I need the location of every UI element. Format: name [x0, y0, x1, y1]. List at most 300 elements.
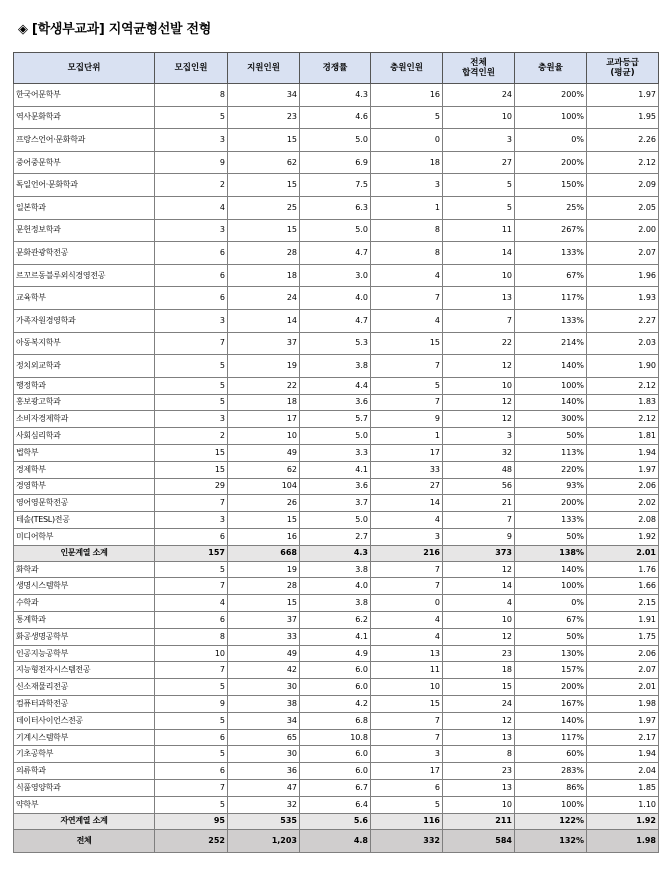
cell-additional: 7 — [371, 394, 443, 411]
table-row — [14, 780, 659, 797]
cell-total-admitted: 211 — [443, 813, 515, 829]
cell-additional-rate: 67% — [515, 264, 587, 287]
cell-total-admitted: 7 — [443, 512, 515, 529]
cell-additional-rate: 220% — [515, 461, 587, 478]
cell-applicants: 16 — [228, 528, 300, 545]
table-row — [14, 679, 659, 696]
cell-quota: 6 — [155, 763, 228, 780]
cell-total-admitted: 21 — [443, 495, 515, 512]
cell-grade-avg: 1.75 — [587, 628, 659, 645]
cell-additional-rate: 0% — [515, 595, 587, 612]
cell-grade-avg: 2.05 — [587, 196, 659, 219]
cell-total-admitted: 10 — [443, 377, 515, 394]
cell-competition: 6.3 — [300, 196, 371, 219]
cell-grade-avg: 2.02 — [587, 495, 659, 512]
cell-applicants: 24 — [228, 287, 300, 310]
cell-quota: 3 — [155, 129, 228, 152]
cell-grade-avg: 2.03 — [587, 332, 659, 355]
cell-quota: 6 — [155, 264, 228, 287]
cell-grade-avg: 1.83 — [587, 394, 659, 411]
cell-unit-name: 행정학과 — [14, 377, 155, 394]
cell-grade-avg: 1.66 — [587, 578, 659, 595]
cell-unit-name: 독일언어·문화학과 — [14, 174, 155, 197]
cell-competition: 3.8 — [300, 355, 371, 378]
cell-additional: 7 — [371, 578, 443, 595]
cell-additional-rate: 117% — [515, 729, 587, 746]
cell-competition: 7.5 — [300, 174, 371, 197]
cell-total-admitted: 12 — [443, 561, 515, 578]
table-row — [14, 428, 659, 445]
cell-additional-rate: 130% — [515, 645, 587, 662]
cell-additional: 216 — [371, 545, 443, 561]
table-row — [14, 309, 659, 332]
cell-additional-rate: 60% — [515, 746, 587, 763]
cell-total-admitted: 12 — [443, 628, 515, 645]
cell-additional: 116 — [371, 813, 443, 829]
header-unit: 모집단위 — [14, 53, 155, 84]
cell-applicants: 38 — [228, 696, 300, 713]
cell-additional-rate: 200% — [515, 679, 587, 696]
cell-additional-rate: 140% — [515, 394, 587, 411]
table-row — [14, 287, 659, 310]
cell-grade-avg: 2.15 — [587, 595, 659, 612]
cell-total-admitted: 11 — [443, 219, 515, 242]
cell-quota: 6 — [155, 287, 228, 310]
cell-additional: 7 — [371, 561, 443, 578]
cell-competition: 6.0 — [300, 763, 371, 780]
cell-total-admitted: 3 — [443, 129, 515, 152]
cell-additional: 8 — [371, 219, 443, 242]
cell-quota: 7 — [155, 780, 228, 797]
cell-additional-rate: 133% — [515, 309, 587, 332]
cell-total-admitted: 22 — [443, 332, 515, 355]
table-row — [14, 763, 659, 780]
cell-total-admitted: 373 — [443, 545, 515, 561]
cell-unit-name: 식품영양학과 — [14, 780, 155, 797]
subtotal-row — [14, 545, 659, 561]
cell-additional-rate: 133% — [515, 512, 587, 529]
table-row — [14, 377, 659, 394]
cell-quota: 4 — [155, 595, 228, 612]
cell-unit-name: 경영학부 — [14, 478, 155, 495]
cell-competition: 6.0 — [300, 679, 371, 696]
cell-unit-name: 신소재물리전공 — [14, 679, 155, 696]
table-row — [14, 196, 659, 219]
cell-quota: 7 — [155, 332, 228, 355]
header-applicants: 지원인원 — [228, 53, 300, 84]
cell-quota: 9 — [155, 696, 228, 713]
cell-applicants: 32 — [228, 796, 300, 813]
cell-grade-avg: 1.91 — [587, 612, 659, 629]
cell-additional-rate: 133% — [515, 242, 587, 265]
table-row — [14, 696, 659, 713]
cell-quota: 3 — [155, 219, 228, 242]
cell-total-admitted: 15 — [443, 679, 515, 696]
cell-total-admitted: 8 — [443, 746, 515, 763]
cell-total-admitted: 12 — [443, 355, 515, 378]
cell-grade-avg: 1.93 — [587, 287, 659, 310]
cell-total-admitted: 14 — [443, 578, 515, 595]
cell-additional: 0 — [371, 129, 443, 152]
cell-quota: 6 — [155, 242, 228, 265]
cell-competition: 6.9 — [300, 151, 371, 174]
cell-unit-name: 르꼬르동블루외식경영전공 — [14, 264, 155, 287]
cell-quota: 5 — [155, 712, 228, 729]
cell-applicants: 1,203 — [228, 829, 300, 852]
table-body — [14, 84, 659, 853]
cell-additional-rate: 50% — [515, 528, 587, 545]
cell-applicants: 30 — [228, 746, 300, 763]
cell-competition: 10.8 — [300, 729, 371, 746]
cell-quota: 15 — [155, 461, 228, 478]
cell-additional-rate: 117% — [515, 287, 587, 310]
cell-competition: 6.8 — [300, 712, 371, 729]
cell-quota: 4 — [155, 196, 228, 219]
cell-additional: 5 — [371, 377, 443, 394]
table-row — [14, 478, 659, 495]
cell-additional: 17 — [371, 763, 443, 780]
cell-additional-rate: 25% — [515, 196, 587, 219]
cell-additional: 7 — [371, 712, 443, 729]
cell-quota: 95 — [155, 813, 228, 829]
cell-applicants: 15 — [228, 129, 300, 152]
admission-table — [13, 52, 659, 853]
cell-total-admitted: 56 — [443, 478, 515, 495]
cell-competition: 4.1 — [300, 628, 371, 645]
cell-applicants: 34 — [228, 84, 300, 107]
cell-unit-name: 정치외교학과 — [14, 355, 155, 378]
cell-applicants: 19 — [228, 561, 300, 578]
table-row — [14, 645, 659, 662]
cell-additional-rate: 67% — [515, 612, 587, 629]
cell-total-admitted: 10 — [443, 796, 515, 813]
cell-applicants: 18 — [228, 394, 300, 411]
cell-unit-name: 생명시스템학부 — [14, 578, 155, 595]
cell-unit-name: 역사문화학과 — [14, 106, 155, 129]
cell-quota: 8 — [155, 84, 228, 107]
cell-competition: 6.2 — [300, 612, 371, 629]
cell-competition: 4.8 — [300, 829, 371, 852]
cell-total-admitted: 13 — [443, 287, 515, 310]
cell-additional-rate: 113% — [515, 444, 587, 461]
cell-grade-avg: 2.07 — [587, 242, 659, 265]
cell-additional: 1 — [371, 196, 443, 219]
cell-total-admitted: 27 — [443, 151, 515, 174]
cell-competition: 4.6 — [300, 106, 371, 129]
cell-quota: 5 — [155, 106, 228, 129]
cell-competition: 3.7 — [300, 495, 371, 512]
cell-grade-avg: 2.12 — [587, 377, 659, 394]
cell-quota: 3 — [155, 512, 228, 529]
cell-total-admitted: 24 — [443, 696, 515, 713]
cell-additional: 11 — [371, 662, 443, 679]
cell-additional: 15 — [371, 696, 443, 713]
cell-quota: 8 — [155, 628, 228, 645]
cell-applicants: 104 — [228, 478, 300, 495]
cell-additional-rate: 200% — [515, 495, 587, 512]
table-row — [14, 561, 659, 578]
cell-applicants: 18 — [228, 264, 300, 287]
cell-unit-name: 문화관광학전공 — [14, 242, 155, 265]
cell-grade-avg: 1.94 — [587, 444, 659, 461]
cell-additional: 6 — [371, 780, 443, 797]
cell-additional: 4 — [371, 512, 443, 529]
cell-grade-avg: 2.17 — [587, 729, 659, 746]
table-header-row — [14, 53, 659, 84]
cell-total-admitted: 24 — [443, 84, 515, 107]
cell-grade-avg: 2.26 — [587, 129, 659, 152]
table-row — [14, 612, 659, 629]
cell-additional-rate: 100% — [515, 796, 587, 813]
table-row — [14, 394, 659, 411]
cell-applicants: 49 — [228, 444, 300, 461]
cell-total-admitted: 4 — [443, 595, 515, 612]
cell-additional-rate: 200% — [515, 151, 587, 174]
cell-competition: 6.0 — [300, 746, 371, 763]
cell-applicants: 34 — [228, 712, 300, 729]
cell-additional-rate: 132% — [515, 829, 587, 852]
cell-additional-rate: 300% — [515, 411, 587, 428]
cell-quota: 7 — [155, 578, 228, 595]
cell-quota: 6 — [155, 729, 228, 746]
cell-grade-avg: 1.92 — [587, 813, 659, 829]
table-row — [14, 595, 659, 612]
cell-applicants: 62 — [228, 461, 300, 478]
table-row — [14, 495, 659, 512]
cell-competition: 3.6 — [300, 478, 371, 495]
cell-unit-name: 테솔(TESL)전공 — [14, 512, 155, 529]
cell-competition: 5.0 — [300, 129, 371, 152]
cell-total-admitted: 5 — [443, 174, 515, 197]
cell-unit-name: 컴퓨터과학전공 — [14, 696, 155, 713]
cell-applicants: 10 — [228, 428, 300, 445]
cell-additional: 4 — [371, 264, 443, 287]
table-row — [14, 151, 659, 174]
table-row — [14, 411, 659, 428]
cell-quota: 29 — [155, 478, 228, 495]
cell-grade-avg: 1.94 — [587, 746, 659, 763]
cell-applicants: 23 — [228, 106, 300, 129]
cell-total-admitted: 23 — [443, 645, 515, 662]
cell-additional: 332 — [371, 829, 443, 852]
table-row — [14, 332, 659, 355]
cell-total-admitted: 10 — [443, 612, 515, 629]
cell-additional: 3 — [371, 174, 443, 197]
cell-applicants: 62 — [228, 151, 300, 174]
table-row — [14, 461, 659, 478]
cell-additional-rate: 267% — [515, 219, 587, 242]
table-row — [14, 512, 659, 529]
table-row — [14, 242, 659, 265]
cell-unit-name: 인문계열 소계 — [14, 545, 155, 561]
cell-additional: 15 — [371, 332, 443, 355]
cell-quota: 6 — [155, 612, 228, 629]
cell-quota: 5 — [155, 679, 228, 696]
cell-applicants: 65 — [228, 729, 300, 746]
cell-additional: 8 — [371, 242, 443, 265]
cell-quota: 6 — [155, 528, 228, 545]
cell-grade-avg: 1.81 — [587, 428, 659, 445]
cell-unit-name: 교육학부 — [14, 287, 155, 310]
cell-additional-rate: 86% — [515, 780, 587, 797]
cell-total-admitted: 5 — [443, 196, 515, 219]
cell-unit-name: 전체 — [14, 829, 155, 852]
cell-grade-avg: 2.09 — [587, 174, 659, 197]
cell-additional: 27 — [371, 478, 443, 495]
cell-quota: 2 — [155, 428, 228, 445]
cell-competition: 3.8 — [300, 561, 371, 578]
cell-applicants: 47 — [228, 780, 300, 797]
cell-applicants: 42 — [228, 662, 300, 679]
cell-quota: 7 — [155, 662, 228, 679]
cell-unit-name: 의류학과 — [14, 763, 155, 780]
page-title: ◈ [학생부교과] 지역균형선발 전형 — [18, 22, 212, 37]
cell-unit-name: 소비자경제학과 — [14, 411, 155, 428]
cell-grade-avg: 2.04 — [587, 763, 659, 780]
cell-total-admitted: 18 — [443, 662, 515, 679]
header-additional-rate: 충원율 — [515, 53, 587, 84]
cell-applicants: 37 — [228, 612, 300, 629]
cell-unit-name: 수학과 — [14, 595, 155, 612]
cell-unit-name: 영어영문학전공 — [14, 495, 155, 512]
cell-quota: 252 — [155, 829, 228, 852]
cell-applicants: 15 — [228, 219, 300, 242]
table-row — [14, 106, 659, 129]
cell-competition: 4.3 — [300, 84, 371, 107]
cell-unit-name: 화학과 — [14, 561, 155, 578]
cell-additional: 10 — [371, 679, 443, 696]
cell-quota: 5 — [155, 355, 228, 378]
cell-total-admitted: 13 — [443, 780, 515, 797]
cell-total-admitted: 12 — [443, 712, 515, 729]
cell-additional: 3 — [371, 528, 443, 545]
table-row — [14, 578, 659, 595]
cell-grade-avg: 2.01 — [587, 545, 659, 561]
cell-applicants: 22 — [228, 377, 300, 394]
cell-competition: 4.0 — [300, 578, 371, 595]
cell-total-admitted: 3 — [443, 428, 515, 445]
cell-competition: 4.7 — [300, 242, 371, 265]
cell-applicants: 28 — [228, 242, 300, 265]
cell-unit-name: 사회심리학과 — [14, 428, 155, 445]
table-row — [14, 729, 659, 746]
cell-additional: 7 — [371, 355, 443, 378]
header-grade-avg: 교과등급 (평균) — [587, 53, 659, 84]
cell-total-admitted: 14 — [443, 242, 515, 265]
cell-unit-name: 지능형전자시스템전공 — [14, 662, 155, 679]
cell-competition: 4.1 — [300, 461, 371, 478]
cell-quota: 5 — [155, 394, 228, 411]
cell-quota: 15 — [155, 444, 228, 461]
cell-quota: 9 — [155, 151, 228, 174]
cell-additional: 4 — [371, 612, 443, 629]
cell-quota: 7 — [155, 495, 228, 512]
cell-unit-name: 문헌정보학과 — [14, 219, 155, 242]
cell-additional-rate: 122% — [515, 813, 587, 829]
table-row — [14, 746, 659, 763]
cell-unit-name: 데이터사이언스전공 — [14, 712, 155, 729]
cell-competition: 5.6 — [300, 813, 371, 829]
cell-grade-avg: 2.12 — [587, 411, 659, 428]
cell-unit-name: 홍보광고학과 — [14, 394, 155, 411]
cell-quota: 3 — [155, 309, 228, 332]
cell-applicants: 25 — [228, 196, 300, 219]
cell-additional-rate: 140% — [515, 355, 587, 378]
table-row — [14, 219, 659, 242]
cell-additional-rate: 0% — [515, 129, 587, 152]
cell-additional-rate: 100% — [515, 377, 587, 394]
cell-quota: 5 — [155, 796, 228, 813]
cell-applicants: 15 — [228, 595, 300, 612]
cell-grade-avg: 1.85 — [587, 780, 659, 797]
cell-competition: 4.7 — [300, 309, 371, 332]
cell-additional: 5 — [371, 106, 443, 129]
cell-unit-name: 프랑스언어·문화학과 — [14, 129, 155, 152]
cell-additional: 7 — [371, 729, 443, 746]
cell-additional: 18 — [371, 151, 443, 174]
table-row — [14, 628, 659, 645]
cell-applicants: 668 — [228, 545, 300, 561]
cell-additional-rate: 50% — [515, 428, 587, 445]
cell-additional-rate: 100% — [515, 578, 587, 595]
cell-unit-name: 법학부 — [14, 444, 155, 461]
cell-quota: 2 — [155, 174, 228, 197]
cell-applicants: 535 — [228, 813, 300, 829]
cell-competition: 5.3 — [300, 332, 371, 355]
cell-total-admitted: 7 — [443, 309, 515, 332]
cell-additional: 4 — [371, 628, 443, 645]
cell-competition: 5.0 — [300, 219, 371, 242]
table-row — [14, 129, 659, 152]
cell-total-admitted: 10 — [443, 264, 515, 287]
cell-additional: 16 — [371, 84, 443, 107]
cell-additional: 5 — [371, 796, 443, 813]
table-row — [14, 264, 659, 287]
cell-additional-rate: 100% — [515, 106, 587, 129]
cell-additional-rate: 157% — [515, 662, 587, 679]
cell-total-admitted: 12 — [443, 411, 515, 428]
cell-unit-name: 자연계열 소계 — [14, 813, 155, 829]
cell-applicants: 19 — [228, 355, 300, 378]
table-row — [14, 444, 659, 461]
cell-additional: 33 — [371, 461, 443, 478]
cell-unit-name: 가족자원경영학과 — [14, 309, 155, 332]
cell-unit-name: 기계시스템학부 — [14, 729, 155, 746]
cell-competition: 4.4 — [300, 377, 371, 394]
cell-grade-avg: 1.90 — [587, 355, 659, 378]
cell-quota: 3 — [155, 411, 228, 428]
cell-unit-name: 화공생명공학부 — [14, 628, 155, 645]
cell-grade-avg: 1.98 — [587, 696, 659, 713]
cell-additional-rate: 283% — [515, 763, 587, 780]
table-row — [14, 712, 659, 729]
cell-competition: 4.0 — [300, 287, 371, 310]
cell-competition: 6.0 — [300, 662, 371, 679]
cell-applicants: 14 — [228, 309, 300, 332]
cell-competition: 6.7 — [300, 780, 371, 797]
header-total-admitted: 전체 합격인원 — [443, 53, 515, 84]
cell-competition: 3.8 — [300, 595, 371, 612]
cell-additional: 17 — [371, 444, 443, 461]
cell-unit-name: 아동복지학부 — [14, 332, 155, 355]
cell-applicants: 36 — [228, 763, 300, 780]
cell-competition: 5.0 — [300, 428, 371, 445]
cell-competition: 5.0 — [300, 512, 371, 529]
cell-total-admitted: 48 — [443, 461, 515, 478]
cell-grade-avg: 2.27 — [587, 309, 659, 332]
cell-grade-avg: 1.76 — [587, 561, 659, 578]
cell-total-admitted: 13 — [443, 729, 515, 746]
